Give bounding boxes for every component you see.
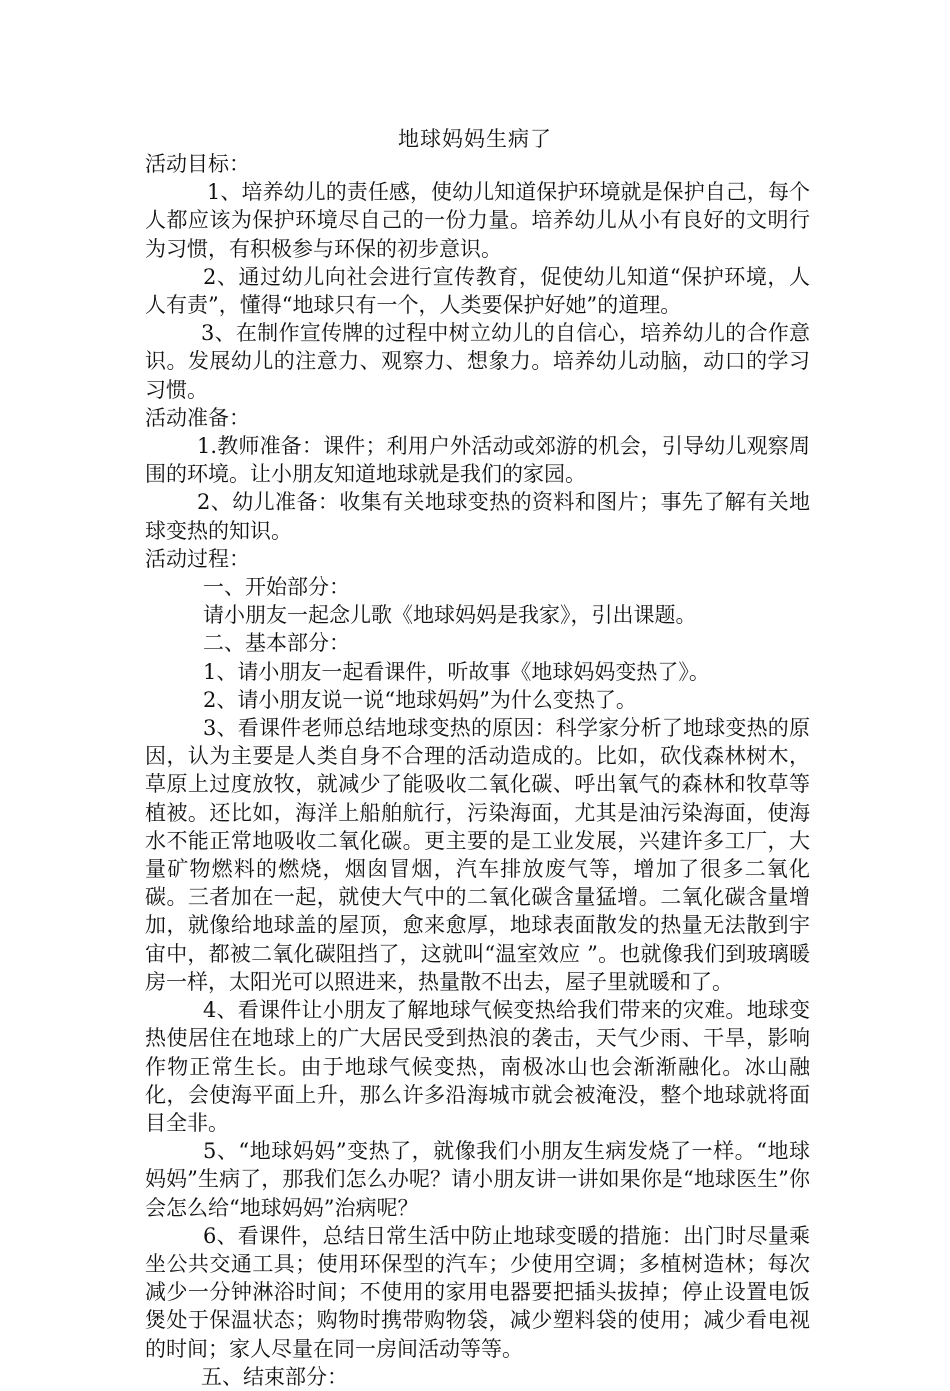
part-2-heading: 二、基本部分： — [203, 631, 350, 656]
preparation-heading: 活动准备： — [145, 405, 250, 430]
goal-item-2: 2、通过幼儿向社会进行宣传教育，促使幼儿知道“保护环境，人人有责”，懂得“地球只有一个，人类要保护好她”的道理。 — [145, 264, 810, 318]
process-heading: 活动过程： — [145, 546, 250, 571]
step-5: 5、“地球妈妈”变热了，就像我们小朋友生病发烧了一样。“地球妈妈”生病了，那我们怎么办呢？请小朋友讲一讲如果你是“地球医生”你会怎么给“地球妈妈”治病呢？ — [145, 1139, 810, 1220]
step-3: 3、看课件老师总结地球变热的原因：科学家分析了地球变热的原因，认为主要是人类自身不合理的活动造成的。比如，砍伐森林树木，草原上过度放牧，就减少了能吸收二氧化碳、呼出氧气的森林和牧草等植被。还比如，海洋上船舶航行，污染海面，尤其是油污染海面，使海水不能正常地吸收二氧化碳。更主要的是工业发展，兴建许多工厂，大量矿物燃料的燃烧，烟囱冒烟，汽车排放废气等，增加了很多二氧化碳。三者加在一起，就使大气中的二氧化碳含量猛增。二氧化碳含量增加，就像给地球盖的屋顶，愈来愈厚，地球表面散发的热量无法散到宇宙中，都被二氧化碳阻挡了，这就叫“温室效应 ”。也就像我们到玻璃暖房一样，太阳光可以照进来，热量散不出去，屋子里就暖和了。 — [145, 716, 810, 994]
step-1: 1、请小朋友一起看课件，听故事《地球妈妈变热了》。 — [203, 659, 710, 684]
step-2: 2、请小朋友说一说“地球妈妈”为什么变热了。 — [203, 687, 637, 712]
step-4: 4、看课件让小朋友了解地球气候变热给我们带来的灾难。地球变热使居住在地球上的广大居民受到热浪的袭击，天气少雨、干旱，影响作物正常生长。由于地球气候变热，南极冰山也会渐渐融化。冰山融化，会使海平面上升，那么许多沿海城市就会被淹没，整个地球就将面目全非。 — [145, 998, 810, 1135]
goal-heading: 活动目标： — [145, 152, 250, 176]
part-1-heading: 一、开始部分： — [203, 575, 350, 600]
goal-item-3: 3、在制作宣传牌的过程中树立幼儿的自信心，培养幼儿的合作意识。发展幼儿的注意力、观察力、想象力。培养幼儿动脑，动口的学习习惯。 — [145, 321, 810, 402]
part-5-heading: 五、结束部分： — [201, 1364, 348, 1389]
step-6: 6、看课件，总结日常生活中防止地球变暖的措施：出门时尽量乘坐公共交通工具；使用环保型的汽车；少使用空调；多植树造林；每次减少一分钟淋浴时间；不使用的家用电器要把插头拔掉；停止设置电饭煲处于保温状态；购物时携带购物袋，减少塑料袋的使用；减少看电视的时间；家人尽量在同一房间活动等等。 — [145, 1223, 810, 1361]
preparation-item-2: 2、幼儿准备：收集有关地球变热的资料和图片；事先了解有关地球变热的知识。 — [145, 490, 810, 543]
preparation-item-1: 1.教师准备：课件；利用户外活动或郊游的机会，引导幼儿观察周围的环境。让小朋友知道地球就是我们的家园。 — [145, 434, 810, 487]
document-title: 地球妈妈生病了 — [398, 127, 552, 151]
part-1-text: 请小朋友一起念儿歌《地球妈妈是我家》，引出课题。 — [203, 603, 697, 628]
goal-item-1: 1、培养幼儿的责任感，使幼儿知道保护环境就是保护自己，每个人都应该为保护环境尽自己的一份力量。培养幼儿从小有良好的文明行为习惯，有积极参与环保的初步意识。 — [145, 180, 810, 261]
document-body — [145, 150, 810, 1391]
